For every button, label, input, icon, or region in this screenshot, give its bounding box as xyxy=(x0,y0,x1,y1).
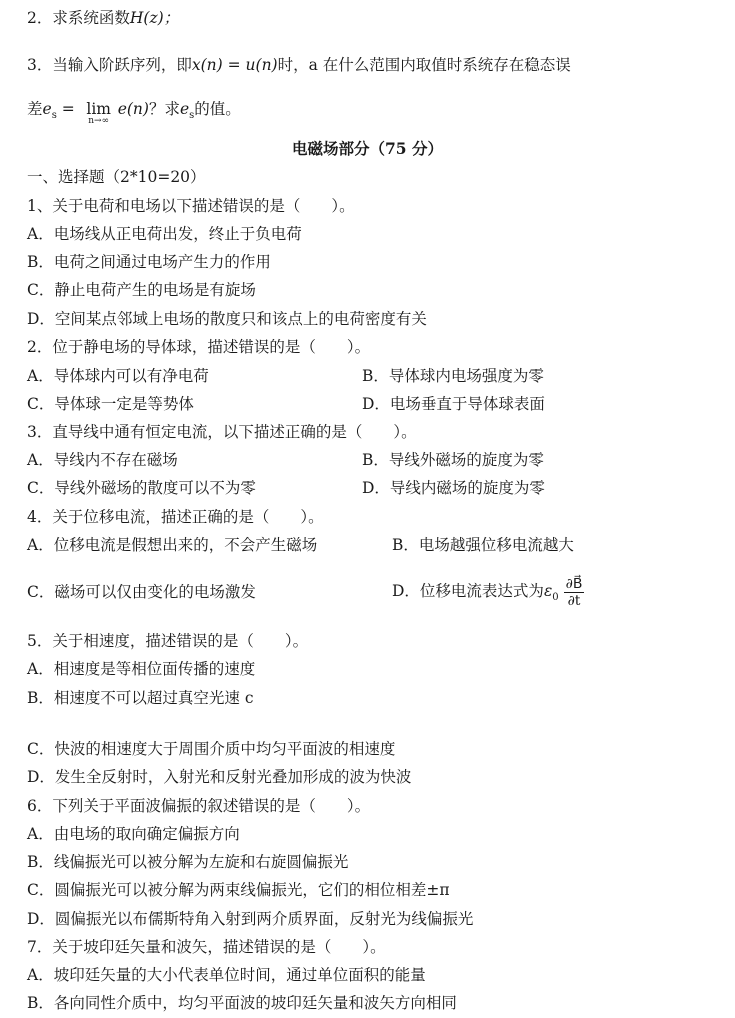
question-stem: 1、关于电荷和电场以下描述错误的是（ ）。 xyxy=(27,197,355,215)
question-text: ？求 xyxy=(148,100,180,118)
option-b: B．线偏振光可以被分解为左旋和右旋圆偏振光 xyxy=(27,853,349,871)
formula-epsilon: ε xyxy=(543,582,553,600)
part-title: 一、选择题（2*10=20） xyxy=(27,168,206,186)
formula-hz: H(z)； xyxy=(129,9,180,27)
question-text: 2．求系统函数 xyxy=(27,9,130,27)
option-a: A．导线内不存在磁场 xyxy=(27,451,178,469)
option-d: D．圆偏振光以布儒斯特角入射到两介质界面，反射光为线偏振光 xyxy=(27,910,474,928)
option-d xyxy=(392,571,584,618)
formula-limit xyxy=(80,99,118,126)
question-stem: 5．关于相速度，描述错误的是（ ）。 xyxy=(27,632,309,650)
formula-step-input: x(n) = u(n) xyxy=(191,56,278,74)
fraction-numerator: ∂B⃗ xyxy=(565,575,583,592)
option-a: A．相速度是等相位面传播的速度 xyxy=(27,660,256,678)
option-c: C．导线外磁场的散度可以不为零 xyxy=(27,479,256,497)
question-text: 差 xyxy=(27,100,43,118)
option-a: A．由电场的取向确定偏振方向 xyxy=(27,825,240,843)
option-a: A．导体球内可以有净电荷 xyxy=(27,367,209,385)
question-stem: 6．下列关于平面波偏振的叙述错误的是（ ）。 xyxy=(27,797,371,815)
formula-e: e xyxy=(42,100,52,118)
formula-fraction xyxy=(564,576,585,609)
option-d: D．空间某点邻域上电场的散度只和该点上的电荷密度有关 xyxy=(27,310,427,328)
option-b: B．导体球内电场强度为零 xyxy=(362,367,544,385)
question-stem: 4．关于位移电流，描述正确的是（ ）。 xyxy=(27,508,324,526)
option-a: A．位移电流是假想出来的，不会产生磁场 xyxy=(27,536,318,554)
option-b: B．电场越强位移电流越大 xyxy=(392,536,574,554)
option-a: A．坡印廷矢量的大小代表单位时间，通过单位面积的能量 xyxy=(27,966,426,984)
formula-sub: 0 xyxy=(552,592,559,604)
option-c: C．静止电荷产生的电场是有旋场 xyxy=(27,281,256,299)
question-line xyxy=(27,55,571,75)
option-b: B．相速度不可以超过真空光速 c xyxy=(27,689,254,707)
option-d: D．电场垂直于导体球表面 xyxy=(362,395,545,413)
option-a: A．电场线从正电荷出发，终止于负电荷 xyxy=(27,225,302,243)
formula-sub: s xyxy=(51,110,57,122)
question-line xyxy=(27,99,241,126)
option-text: D．位移电流表达式为 xyxy=(392,582,544,600)
question-text: 时，a 在什么范围内取值时系统存在稳态误 xyxy=(277,56,571,74)
formula-sub: s xyxy=(189,110,195,122)
limit-subscript: n→∞ xyxy=(88,116,110,126)
option-c: C．磁场可以仅由变化的电场激发 xyxy=(27,583,256,601)
option-b: B．各向同性介质中，均匀平面波的坡印廷矢量和波矢方向相同 xyxy=(27,994,457,1012)
option-d: D．发生全反射时，入射光和反射光叠加形成的波为快波 xyxy=(27,768,412,786)
section-title: 电磁场部分（75 分） xyxy=(292,139,443,158)
formula-en: e(n) xyxy=(117,100,149,118)
question-line xyxy=(27,8,179,28)
question-stem: 7．关于坡印廷矢量和波矢，描述错误的是（ ）。 xyxy=(27,938,386,956)
fraction-denominator: ∂t xyxy=(567,592,581,609)
question-text: 的值。 xyxy=(194,100,241,118)
option-d: D．导线内磁场的旋度为零 xyxy=(362,479,545,497)
option-c: C．导体球一定是等势体 xyxy=(27,395,194,413)
question-text: 3．当输入阶跃序列，即 xyxy=(27,56,192,74)
limit-label: lim xyxy=(86,100,111,118)
question-stem: 2．位于静电场的导体球，描述错误的是（ ）。 xyxy=(27,338,371,356)
option-b: B．电荷之间通过电场产生力的作用 xyxy=(27,253,271,271)
option-c: C．圆偏振光可以被分解为两束线偏振光，它们的相位相差±π xyxy=(27,881,450,899)
question-stem: 3．直导线中通有恒定电流，以下描述正确的是（ ）。 xyxy=(27,423,417,441)
option-b: B．导线外磁场的旋度为零 xyxy=(362,451,544,469)
formula-eq: = xyxy=(56,100,80,118)
option-c: C．快波的相速度大于周围介质中均匀平面波的相速度 xyxy=(27,740,396,758)
formula-e: e xyxy=(179,100,190,118)
